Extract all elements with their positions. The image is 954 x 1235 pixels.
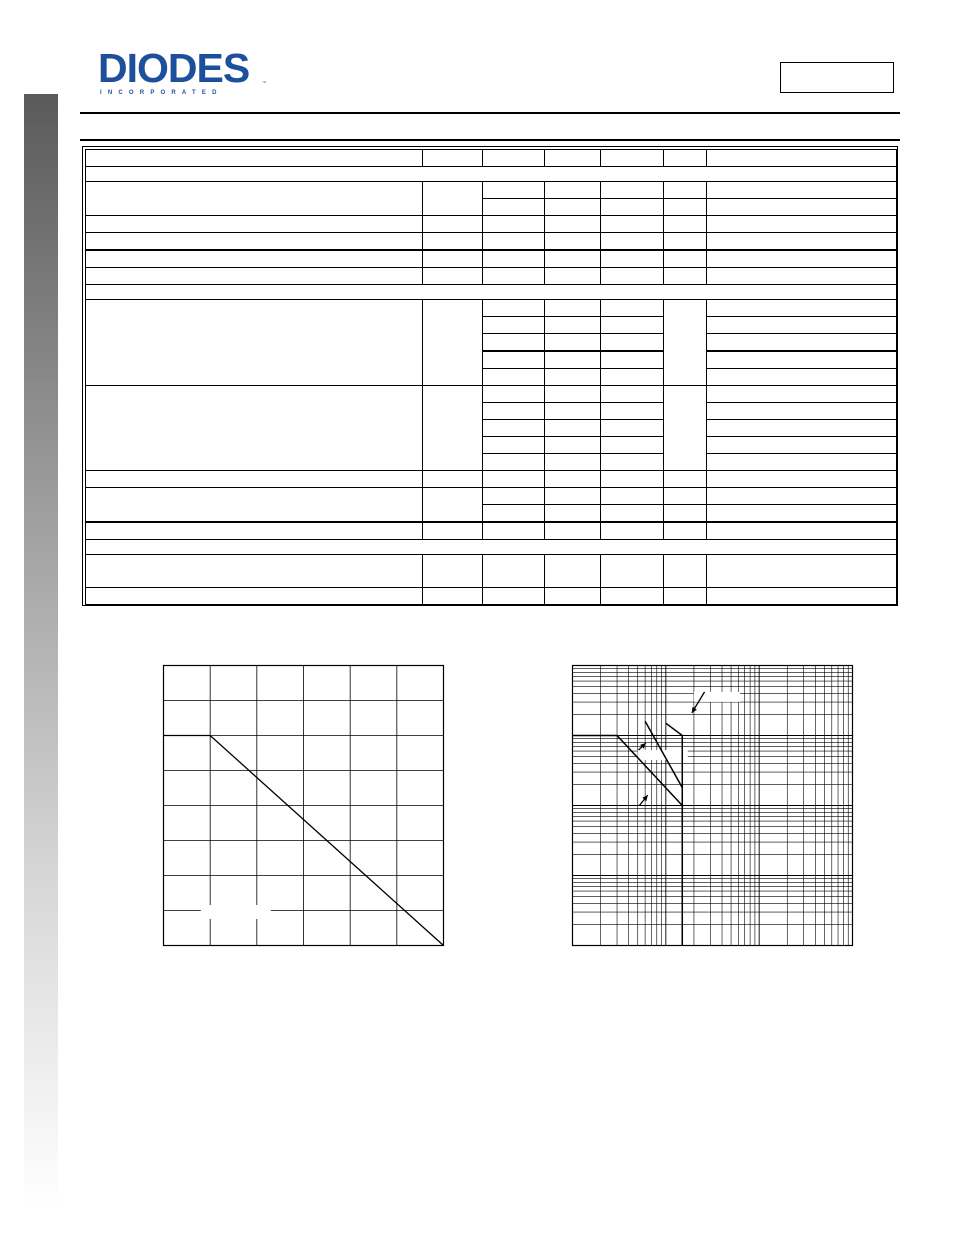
table-row bbox=[86, 268, 897, 285]
table-section-row bbox=[86, 285, 897, 300]
table-row bbox=[86, 522, 897, 540]
diodes-logo bbox=[98, 48, 270, 96]
table-row bbox=[86, 233, 897, 251]
table-row bbox=[86, 250, 897, 268]
table-row bbox=[86, 300, 897, 317]
table-row bbox=[86, 555, 897, 588]
table-section-row bbox=[86, 540, 897, 555]
header-rule-bottom bbox=[80, 139, 900, 141]
svg-text:DIODES: DIODES bbox=[98, 48, 250, 91]
table-row bbox=[86, 182, 897, 199]
sidebar-gradient bbox=[24, 94, 58, 1208]
part-number-box bbox=[780, 62, 894, 93]
derating-chart bbox=[162, 664, 445, 948]
svg-text:™: ™ bbox=[262, 80, 266, 85]
table-row bbox=[86, 588, 897, 605]
table-header-row bbox=[86, 150, 897, 167]
electrical-characteristics-table bbox=[85, 149, 897, 605]
log-log-chart bbox=[571, 664, 854, 948]
table-section-row bbox=[86, 167, 897, 182]
annotation-box bbox=[201, 905, 271, 919]
svg-text:INCORPORATED: INCORPORATED bbox=[100, 90, 223, 96]
table-row bbox=[86, 471, 897, 488]
table-row bbox=[86, 386, 897, 403]
table-row bbox=[86, 488, 897, 505]
header-rule-top bbox=[80, 112, 900, 114]
table-row bbox=[86, 216, 897, 233]
